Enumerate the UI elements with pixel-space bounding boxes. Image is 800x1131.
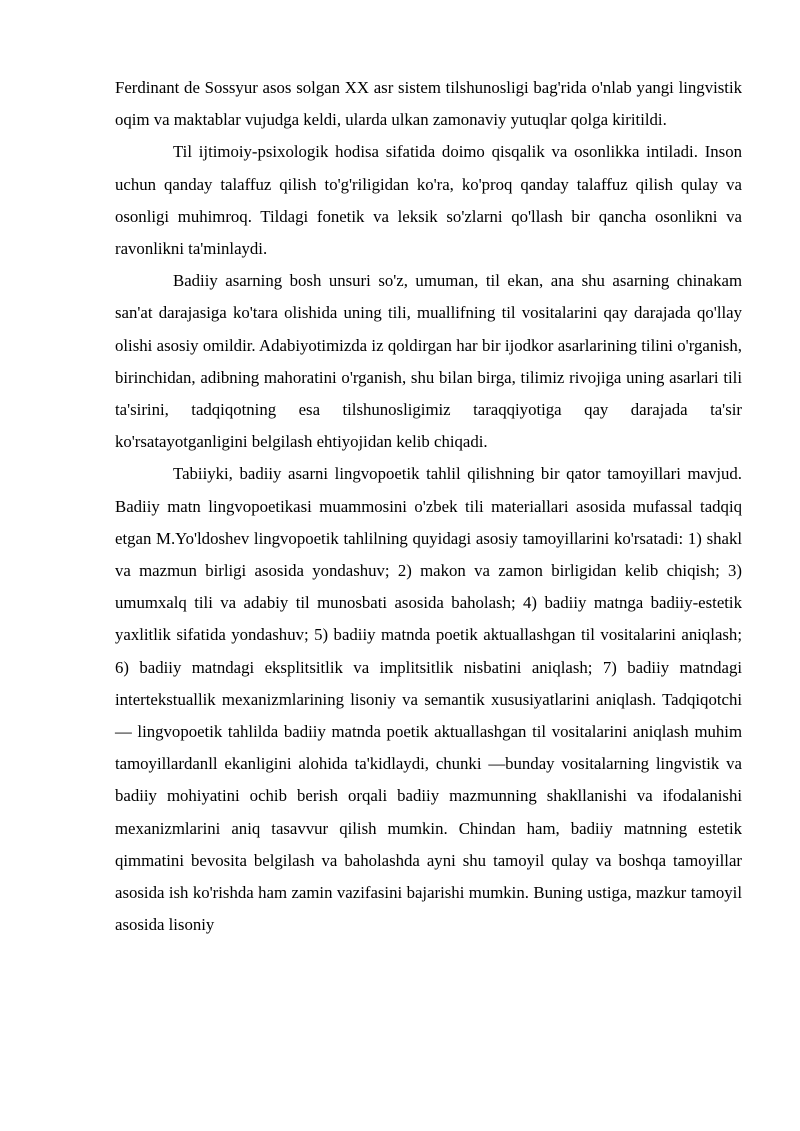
paragraph-3: Badiiy asarning bosh unsuri so'z, umuman, til ekan, ana shu asarning chinakam san'at darajasiga ko'tara olishida uning tili, muallifning til vositalarini qay darajada qo'llay olishi asosiy omildir. Adabiyotimizda iz qoldirgan har bir ijodkor asarlarining tilini o'rganish, birinchidan, adibning mahoratini o'rganish, shu bilan birga, tilimiz rivojiga uning asarlari tili ta'sirini, tadqiqotning esa tilshunosligimiz taraqqiyotiga qay darajada ta'sir ko'rsatayotganligini belgilash ehtiyojidan kelib chiqadi. [115,271,742,452]
document-page [115,72,742,941]
paragraph-1: Ferdinant de Sossyur asos solgan XX asr sistem tilshunosligi bag'rida o'nlab yangi lingvistik oqim va maktablar vujudga keldi, ularda ulkan zamonaviy yutuqlar qolga kiritildi. [115,78,742,130]
paragraph-4: Tabiiyki, badiiy asarni lingvopoetik tahlil qilishning bir qator tamoyillari mavjud. Badiiy matn lingvopoetikasi muammosini o'zbek tili materiallari asosida mufassal tadqiq etgan M.Yo'ldoshev lingvopoetik tahlilning quyidagi asosiy tamoyillarini ko'rsatadi: 1) shakl va mazmun birligi asosida yondashuv; 2) makon va zamon birligidan kelib chiqish; 3) umumxalq tili va adabiy til munosbati asosida baholash; 4) badiiy matnga badiiy-estetik yaxlitlik sifatida yondashuv; 5) badiiy matnda poetik aktuallashgan til vositalarini aniqlash; 6) badiiy matndagi eksplitsitlik va implitsitlik nisbatini aniqlash; 7) badiiy matndagi intertekstuallik mexanizmlarining lisoniy va semantik xususiyatlarini aniqlash. Tadqiqotchi — lingvopoetik tahlilda badiiy matnda poetik aktuallashgan til vositalarini aniqlash muhim tamoyillardanll ekanligini alohida ta'kidlaydi, chunki —bunday vositalarning lingvistik va badiiy mohiyatini ochib berish orqali badiiy mazmunning shakllanishi va ifodalanishi mexanizmlarini aniq tasavvur qilish mumkin. Chindan ham, badiiy matnning estetik qimmatini bevosita belgilash va baholashda ayni shu tamoyil qulay va boshqa tamoyillar asosida ish ko'rishda ham zamin vazifasini bajarishi mumkin. Buning ustiga, mazkur tamoyil asosida lisoniy [115,464,742,935]
paragraph-2: Til ijtimoiy-psixologik hodisa sifatida doimo qisqalik va osonlikka intiladi. Inson uchun qanday talaffuz qilish to'g'riligidan ko'ra, ko'proq qanday talaffuz qilish qulay va osonligi muhimroq. Tildagi fonetik va leksik so'zlarni qo'llash bir qancha osonlikni va ravonlikni ta'minlaydi. [115,142,742,259]
